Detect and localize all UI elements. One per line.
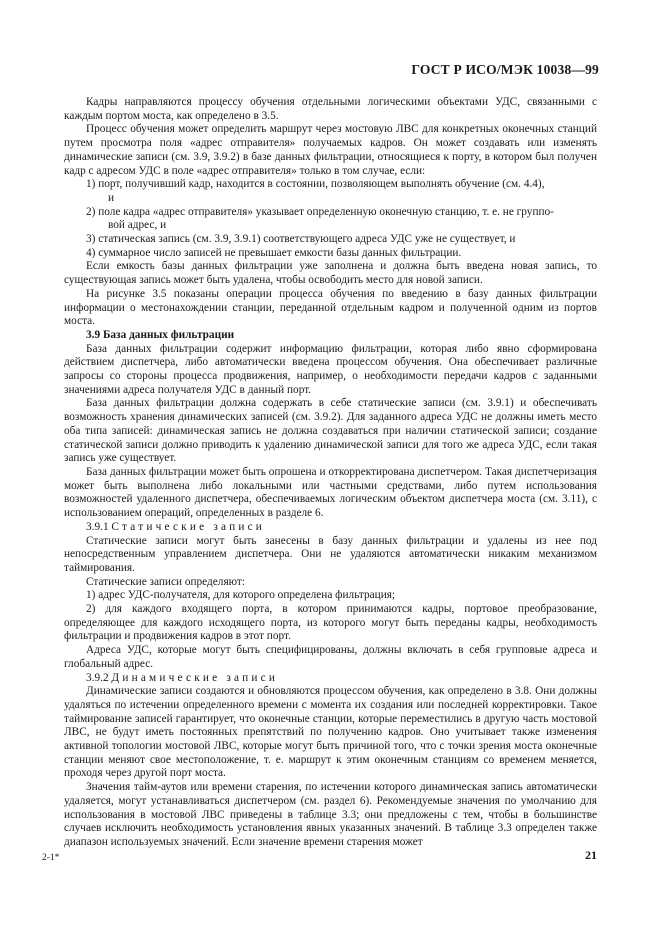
list-item: 2) для каждого входящего порта, в котором принимаются кадры, портовое преобразование, определяющее для каждого исходящего порта, из которого могут быть переданы кадры, необходимость фильтрации и продвижения кадров в этот порт. xyxy=(64,603,597,643)
list-item: 2) поле кадра «адрес отправителя» указывает определенную оконечную станцию, т. е. не группо- xyxy=(86,205,554,218)
subsection-heading xyxy=(64,672,597,686)
paragraph: Адреса УДС, которые могут быть специфицированы, должны включать в себя групповые адреса и глобальный адрес. xyxy=(64,644,597,670)
list-item: 1) адрес УДС-получателя, для которого определена фильтрация; xyxy=(86,589,396,602)
page-header: ГОСТ Р ИСО/МЭК 10038—99 xyxy=(411,62,599,77)
page-number: 21 xyxy=(585,848,597,862)
paragraph: Значения тайм-аутов или времени старения, по истечении которого динамическая запись автоматически удаляется, могут устанавливаться диспетчером (см. раздел 6). Рекомендуемые значения по умолчанию для использования в мостовой ЛВС приведены в таблице 3.3; они предложены с тем, чтобы в большинстве случаев исключить необходимость установления явных указанных значений. В таблице 3.3 определен также диапазон используемых значений. Если значение времени старения может xyxy=(64,781,597,848)
list-item: 1) порт, получивший кадр, находится в состоянии, позволяющем выполнять обучение (см. 4.4), xyxy=(86,178,545,191)
body-text xyxy=(64,96,597,850)
list-item-continuation: и xyxy=(108,191,115,204)
subsection-heading xyxy=(64,521,597,535)
footer-signature-mark: 2-1* xyxy=(42,853,60,863)
paragraph: Процесс обучения может определить маршрут через мостовую ЛВС для конкретных оконечных станций путем просмотра поля «адрес отправителя» получаемых кадров. Он может создавать или изменять динамические записи (см. 3.9, 3.9.2) в базе данных фильтрации, относящиеся к порту, в котором был получен кадр с адресом УДС в поле «адрес отправителя» только в том случае, если: xyxy=(64,123,597,177)
paragraph: Статические записи могут быть занесены в базу данных фильтрации и удалены из нее под непосредственным управлением диспетчера. Они не удаляются автоматически никаким механизмом таймирования. xyxy=(64,534,597,574)
subsection-number: 3.9.2 xyxy=(86,671,109,684)
section-heading: 3.9 База данных фильтрации xyxy=(86,328,235,341)
paragraph: На рисунке 3.5 показаны операции процесса обучения по введению в базу данных фильтрации информации о местонахождении станции, переданной отдельным кадром и полученной одним из портов моста. xyxy=(64,287,597,328)
paragraph: База данных фильтрации должна содержать в себе статические записи (см. 3.9.1) и обеспечивать возможность хранения динамических записей (см. 3.9.2). Для заданного адреса УДС не должны иметь место оба типа записей: динамическая запись не должна создаваться при наличии статической записи; создание статической записи должно приводить к удалению динамической записи для того же адреса УДС, если такая запись уже существует. xyxy=(64,397,597,465)
paragraph: База данных фильтрации может быть опрошена и откорректирована диспетчером. Такая диспетчеризация может быть выполнена либо локальными или частными средствами, либо путем использования возможностей удаленного диспетчера, обеспечиваемых логическим объектом диспетчера моста (см. 3.11), с использованием операций, определенных в разделе 6. xyxy=(64,465,597,520)
paragraph: Статические записи определяют: xyxy=(86,575,246,588)
subsection-number: 3.9.1 xyxy=(86,520,109,533)
paragraph: База данных фильтрации содержит информацию фильтрации, которая либо явно сформирована действием диспетчера, либо автоматически введена процессом обучения. Она обеспечивает различные запросы со стороны процесса продвижения, например, о необходимости передачи кадров с заданными значениями адреса получателя УДС в данный порт. xyxy=(64,342,597,396)
list-item: 4) суммарное число записей не превышает емкости базы данных фильтрации. xyxy=(86,246,462,259)
subsection-title: Динамические записи xyxy=(111,671,279,684)
list-item-continuation: вой адрес, и xyxy=(108,219,167,232)
paragraph: Кадры направляются процессу обучения отдельными логическими объектами УДС, связанными с каждым портом моста, как определено в 3.5. xyxy=(64,96,597,122)
subsection-title: Статические записи xyxy=(111,520,266,533)
list-item: 3) статическая запись (см. 3.9, 3.9.1) соответствующего адреса УДС уже не существует, и xyxy=(86,233,516,246)
paragraph: Динамические записи создаются и обновляются процессом обучения, как определено в 3.8. Они должны удаляться по истечении определенного времени с момента их создания или последней корректировки. Такое таймирование записей гарантирует, что оконечные станции, которые переместились в другую часть мостовой ЛВС, не будут иметь постоянных препятствий по получению кадров. Оно учитывает также изменения активной топологии мостовой ЛВС, которые могут быть причиной того, что с точки зрения моста оконечные станции меняют свое местоположение, т. е. маршрут к этим оконечным станциям со временем меняется, проходя через другой порт моста. xyxy=(64,685,597,780)
paragraph: Если емкость базы данных фильтрации уже заполнена и должна быть введена новая запись, то существующая запись может быть удалена, чтобы освободить место для новой записи. xyxy=(64,260,597,287)
